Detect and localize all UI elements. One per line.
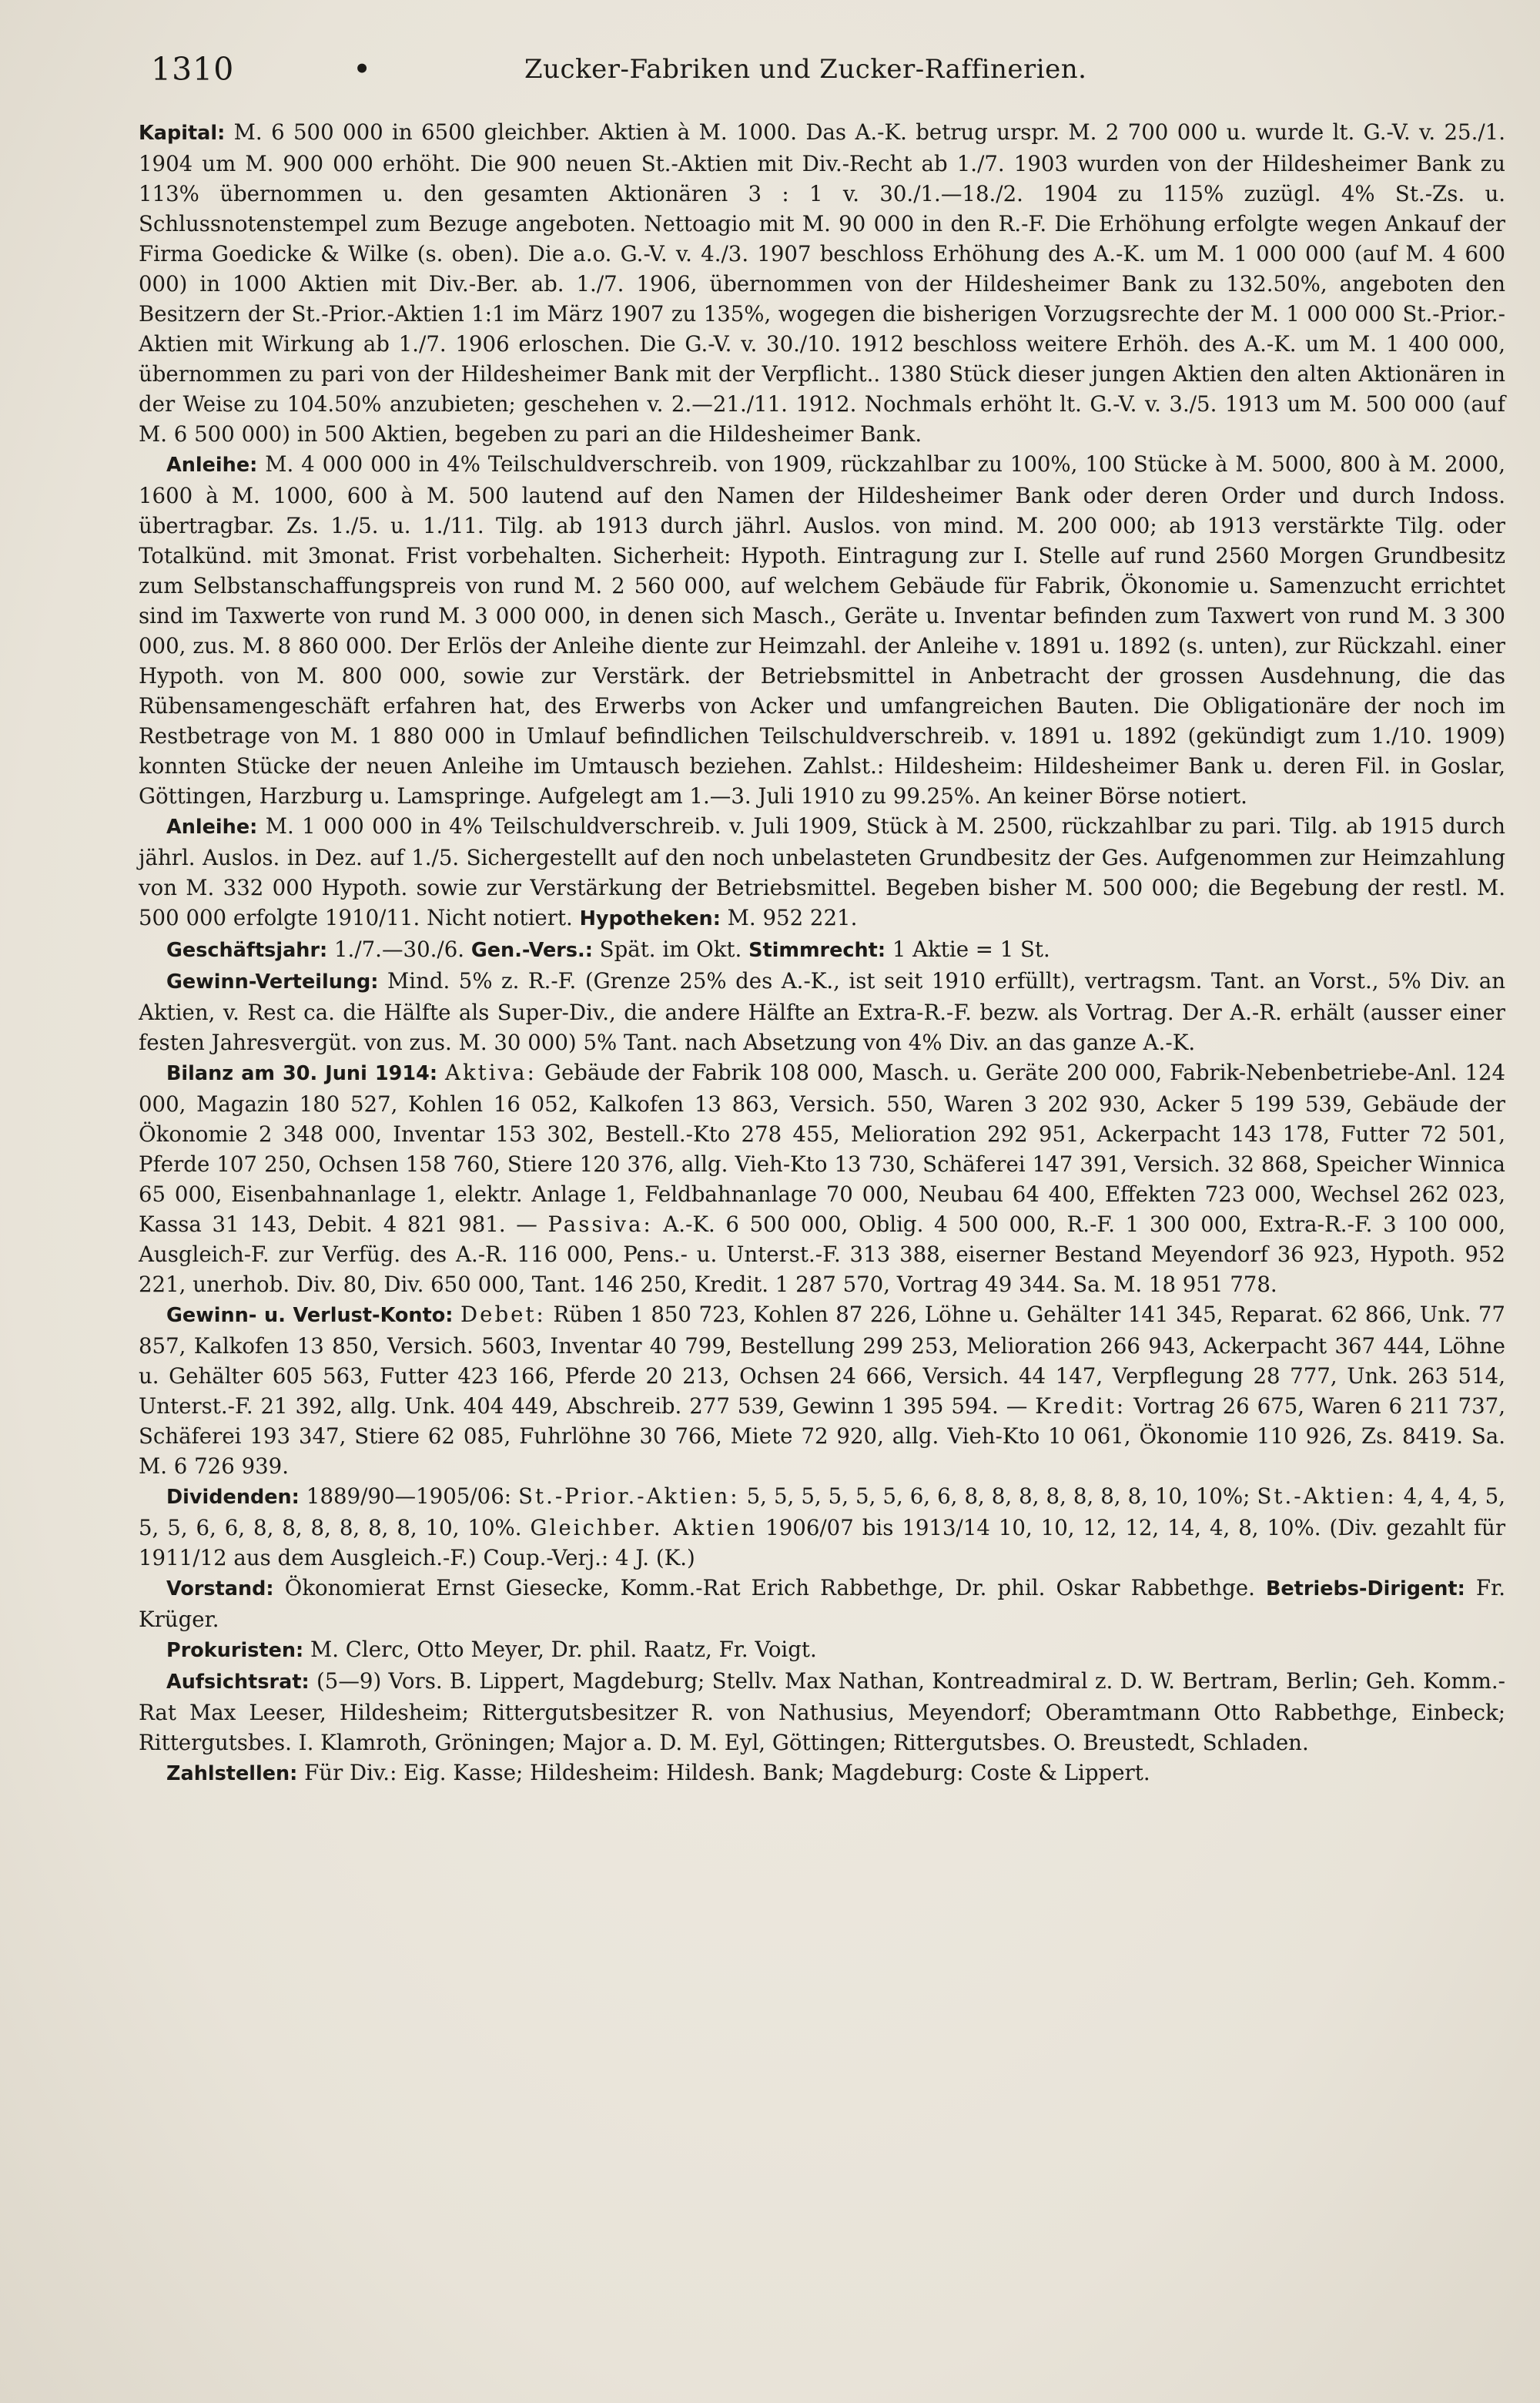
paragraph-text: Für Div.: Eig. Kasse; Hildesheim: Hildesh. Bank; Magdeburg: Coste & Lippert.: [297, 1760, 1150, 1785]
paragraph-text: 1./7.—30./6.: [327, 937, 471, 962]
paragraph-gewinn-verteilung: [139, 966, 1505, 1057]
section-label: Hypotheken:: [579, 907, 721, 930]
section-label: Vorstand:: [166, 1577, 274, 1600]
spaced-label: Passiva:: [547, 1212, 653, 1237]
paragraph-text: M. 6 500 000 in 6500 gleichber. Aktien à M. 1000. Das A.-K. betrug urspr. M. 2 700 000 u. wurde lt. G.-V. v. 25./1. 1904 um M. 900 000 erhöht. Die 900 neuen St.-Aktien mit Div.-Recht ab 1./7. 1903 wurden von der Hildesheimer Bank zu 113% übernommen u. den gesamten Aktionären 3 : 1 v. 30./1.—18./2. 1904 zu 115% zuzügl. 4% St.-Zs. u. Schlussnotenstempel zum Bezuge angeboten. Nettoagio mit M. 90 000 in den R.-F. Die Erhöhung erfolgte wegen Ankauf der Firma Goedicke & Wilke (s. oben). Die a.o. G.-V. v. 4./3. 1907 beschloss Erhöhung des A.-K. um M. 1 000 000 (auf M. 4 600 000) in 1000 Aktien mit Div.-Ber. ab. 1./7. 1906, übernommen von der Hildesheimer Bank zu 132.50%, angeboten den Besitzern der St.-Prior.-Aktien 1:1 im März 1907 zu 135%, wogegen die bisherigen Vorzugsrechte der M. 1 000 000 St.-Prior.-Aktien mit Wirkung ab 1./7. 1906 erloschen. Die G.-V. v. 30./10. 1912 beschloss weitere Erhöh. des A.-K. um M. 1 400 000, übernommen zu pari von der Hildesheimer Bank mit der Verpflicht.. 1380 Stück dieser jungen Aktien den alten Aktionären in der Weise zu 104.50% anzubieten; geschehen v. 2.—21./11. 1912. Nochmals erhöht lt. G.-V. v. 3./5. 1913 um M. 500 000 (auf M. 6 500 000) in 500 Aktien, begeben zu pari an die Hildesheimer Bank.: [139, 119, 1505, 447]
spaced-label: Kredit:: [1035, 1393, 1127, 1419]
paragraph-text: 1889/90—1905/06:: [299, 1483, 519, 1509]
document-body: [139, 117, 1505, 1789]
paragraph-text: Spät. im Okt.: [592, 937, 749, 962]
section-label: Prokuristen:: [166, 1639, 304, 1662]
paragraph-text: Vortrag 26 675, Waren 6 211 737, Schäferei 193 347, Stiere 62 085, Fuhrlöhne 30 766, Miete 72 920, allg. Vieh-Kto 10 061, Ökonomie 110 926, Zs. 8419. Sa. M. 6 726 939.: [139, 1393, 1505, 1479]
paragraph-text: 5, 5, 5, 5, 5, 5, 6, 6, 8, 8, 8, 8, 8, 8, 8, 10, 10%;: [739, 1483, 1257, 1509]
running-title: Zucker-Fabriken und Zucker-Raffinerien.: [524, 54, 1087, 85]
paragraph-anleihe-1909-juli: [139, 811, 1505, 934]
paragraph-prokuristen: [139, 1634, 1505, 1666]
paragraph-geschaeftsjahr: [139, 934, 1505, 966]
section-label: Bilanz am 30. Juni 1914:: [166, 1062, 438, 1085]
section-label: Geschäftsjahr:: [166, 939, 328, 962]
paragraph-text: (5—9) Vors. B. Lippert, Magdeburg; Stellv. Max Nathan, Kontreadmiral z. D. W. Bertram, Berlin; Geh. Komm.-Rat Max Leeser, Hildesheim; Rittergutsbesitzer R. von Nathusius, Meyendorf; Oberamtmann Otto Rabbethge, Einbeck; Rittergutsbes. I. Klamroth, Gröningen; Major a. D. M. Eyl, Göttingen; Rittergutsbes. O. Breustedt, Schladen.: [139, 1668, 1505, 1755]
paragraph-gewinn-verlust: [139, 1299, 1505, 1481]
spaced-label: St.-Aktien:: [1257, 1483, 1397, 1509]
spaced-label: St.-Prior.-Aktien:: [518, 1483, 740, 1509]
paragraph-text: A.-K. 6 500 000, Oblig. 4 500 000, R.-F. 1 300 000, Extra-R.-F. 3 100 000, Ausgleich-F. zur Verfüg. des A.-R. 116 000, Pens.- u. Unterst.-F. 313 388, eiserner Bestand Meyendorf 36 923, Hypoth. 952 221, unerhob. Div. 80, Div. 650 000, Tant. 146 250, Kredit. 1 287 570, Vortrag 49 344. Sa. M. 18 951 778.: [139, 1212, 1505, 1297]
page-number: 1310: [151, 51, 235, 88]
paragraph-text: Fr. Krüger.: [139, 1575, 1505, 1632]
paragraph-text: M. 1 000 000 in 4% Teilschuldverschreib. v. Juli 1909, Stück à M. 2500, rückzahlbar zu pari. Tilg. ab 1915 durch jährl. Auslos. in Dez. auf 1./5. Sichergestellt auf den noch unbelasteten Grundbesitz der Ges. Aufgenommen zur Heimzahlung von M. 332 000 Hypoth. sowie zur Verstärkung der Betriebsmittel. Begeben bisher M. 500 000; die Begebung der restl. M. 500 000 erfolgte 1910/11. Nicht notiert.: [139, 813, 1505, 930]
section-label: Gen.-Vers.:: [470, 939, 593, 962]
spaced-label: Debet:: [460, 1302, 546, 1327]
paragraph-kapital: [139, 117, 1505, 449]
spaced-label: Gleichber. Aktien: [530, 1515, 758, 1540]
paragraph-text: 4, 4, 4, 5, 5, 5, 6, 6, 8, 8, 8, 8, 8, 8, 10, 10%.: [139, 1483, 1505, 1540]
paragraph-text: Mind. 5% z. R.-F. (Grenze 25% des A.-K., ist seit 1910 erfüllt), vertragsm. Tant. an Vorst., 5% Div. an Aktien, v. Rest ca. die Hälfte als Super-Div., die andere Hälfte an Extra-R.-F. bezw. als Vortrag. Der A.-R. erhält (ausser einer festen Jahresvergüt. von zus. M. 30 000) 5% Tant. nach Absetzung von 4% Div. an das ganze A.-K.: [139, 968, 1505, 1055]
section-label: Stimmrecht:: [748, 939, 886, 962]
paragraph-text: M. 4 000 000 in 4% Teilschuldverschreib. von 1909, rückzahlbar zu 100%, 100 Stücke à M. 5000, 800 à M. 2000, 1600 à M. 1000, 600 à M. 500 lautend auf den Namen der Hildesheimer Bank oder deren Order und durch Indoss. übertragbar. Zs. 1./5. u. 1./11. Tilg. ab 1913 durch jährl. Auslos. von mind. M. 200 000; ab 1913 verstärkte Tilg. oder Totalkünd. mit 3monat. Frist vorbehalten. Sicherheit: Hypoth. Eintragung zur I. Stelle auf rund 2560 Morgen Grundbesitz zum Selbstanschaffungspreis von rund M. 2 560 000, auf welchem Gebäude für Fabrik, Ökonomie u. Samenzucht errichtet sind im Taxwerte von rund M. 3 000 000, in denen sich Masch., Geräte u. Inventar befinden zum Taxwert von rund M. 3 300 000, zus. M. 8 860 000. Der Erlös der Anleihe diente zur Heimzahl. der Anleihe v. 1891 u. 1892 (s. unten), zur Rückzahl. einer Hypoth. von M. 800 000, sowie zur Verstärk. der Betriebsmittel in Anbetracht der grossen Ausdehnung, die das Rübensamengeschäft erfahren hat, des Erwerbs von Acker und umfangreichen Bauten. Die Obligationäre der noch im Restbetrage von M. 1 880 000 in Umlauf befindlichen Teilschuldverschreib. v. 1891 u. 1892 (gekündigt zum 1./10. 1909) konnten Stücke der neuen Anleihe im Umtausch beziehen. Zahlst.: Hildesheim: Hildesheimer Bank u. deren Fil. in Goslar, Göttingen, Harzburg u. Lamspringe. Aufgelegt am 1.—3. Juli 1910 zu 99.25%. An keiner Börse notiert.: [139, 451, 1505, 809]
paragraph-text: 1906/07 bis 1913/14 10, 10, 12, 12, 14, 4, 8, 10%. (Div. gezahlt für 1911/12 aus dem Ausgleich.-F.) Coup.-Verj.: 4 J. (K.): [139, 1515, 1506, 1570]
section-label: Dividenden:: [166, 1486, 300, 1509]
paragraph-anleihe-1909: [139, 449, 1505, 811]
paragraph-bilanz: [139, 1057, 1505, 1299]
section-label: Kapital:: [139, 122, 226, 145]
paragraph-text: M. Clerc, Otto Meyer, Dr. phil. Raatz, Fr. Voigt.: [303, 1637, 817, 1662]
section-label: Anleihe:: [166, 816, 258, 839]
section-label: Anleihe:: [166, 454, 258, 477]
spaced-label: Aktiva:: [445, 1060, 537, 1085]
paragraph-vorstand: [139, 1573, 1505, 1634]
paragraph-zahlstellen: [139, 1758, 1505, 1789]
paragraph-text: 1 Aktie = 1 St.: [886, 937, 1050, 962]
page-header: [151, 51, 1506, 97]
paragraph-text: M. 952 221.: [720, 905, 858, 930]
paragraph-text: Gebäude der Fabrik 108 000, Masch. u. Geräte 200 000, Fabrik-Nebenbetriebe-Anl. 124 000, Magazin 180 527, Kohlen 16 052, Kalkofen 13 863, Versich. 550, Waren 3 202 930, Acker 5 199 539, Gebäude der Ökonomie 2 348 000, Inventar 153 302, Bestell.-Kto 278 455, Melioration 292 951, Ackerpacht 143 178, Futter 72 501, Pferde 107 250, Ochsen 158 760, Stiere 120 376, allg. Vieh-Kto 13 730, Schäferei 147 391, Versich. 32 868, Speicher Winnica 65 000, Eisenbahnanlage 1, elektr. Anlage 1, Feldbahnanlage 70 000, Neubau 64 400, Effekten 723 000, Wechsel 262 023, Kassa 31 143, Debit. 4 821 981. —: [139, 1060, 1505, 1237]
paragraph-text: Rüben 1 850 723, Kohlen 87 226, Löhne u. Gehälter 141 345, Reparat. 62 866, Unk. 77 857, Kalkofen 13 850, Versich. 5603, Inventar 40 799, Bestellung 299 253, Melioration 266 943, Ackerpacht 367 444, Löhne u. Gehälter 605 563, Futter 423 166, Pferde 20 213, Ochsen 24 666, Versich. 44 147, Verpflegung 28 777, Unk. 263 514, Unterst.-F. 21 392, allg. Unk. 404 449, Abschreib. 277 539, Gewinn 1 395 594. —: [139, 1302, 1505, 1419]
section-label: Gewinn- u. Verlust-Konto:: [166, 1304, 454, 1327]
section-label: Zahlstellen:: [166, 1762, 298, 1785]
section-label: Aufsichtsrat:: [166, 1671, 310, 1694]
section-label: Betriebs-Dirigent:: [1265, 1577, 1465, 1600]
paragraph-text: Ökonomierat Ernst Giesecke, Komm.-Rat Erich Rabbethge, Dr. phil. Oskar Rabbethge.: [273, 1575, 1266, 1600]
paragraph-dividenden: [139, 1481, 1505, 1573]
header-separator: •: [353, 51, 372, 88]
section-label: Gewinn-Verteilung:: [166, 970, 379, 994]
paragraph-aufsichtsrat: [139, 1666, 1505, 1758]
